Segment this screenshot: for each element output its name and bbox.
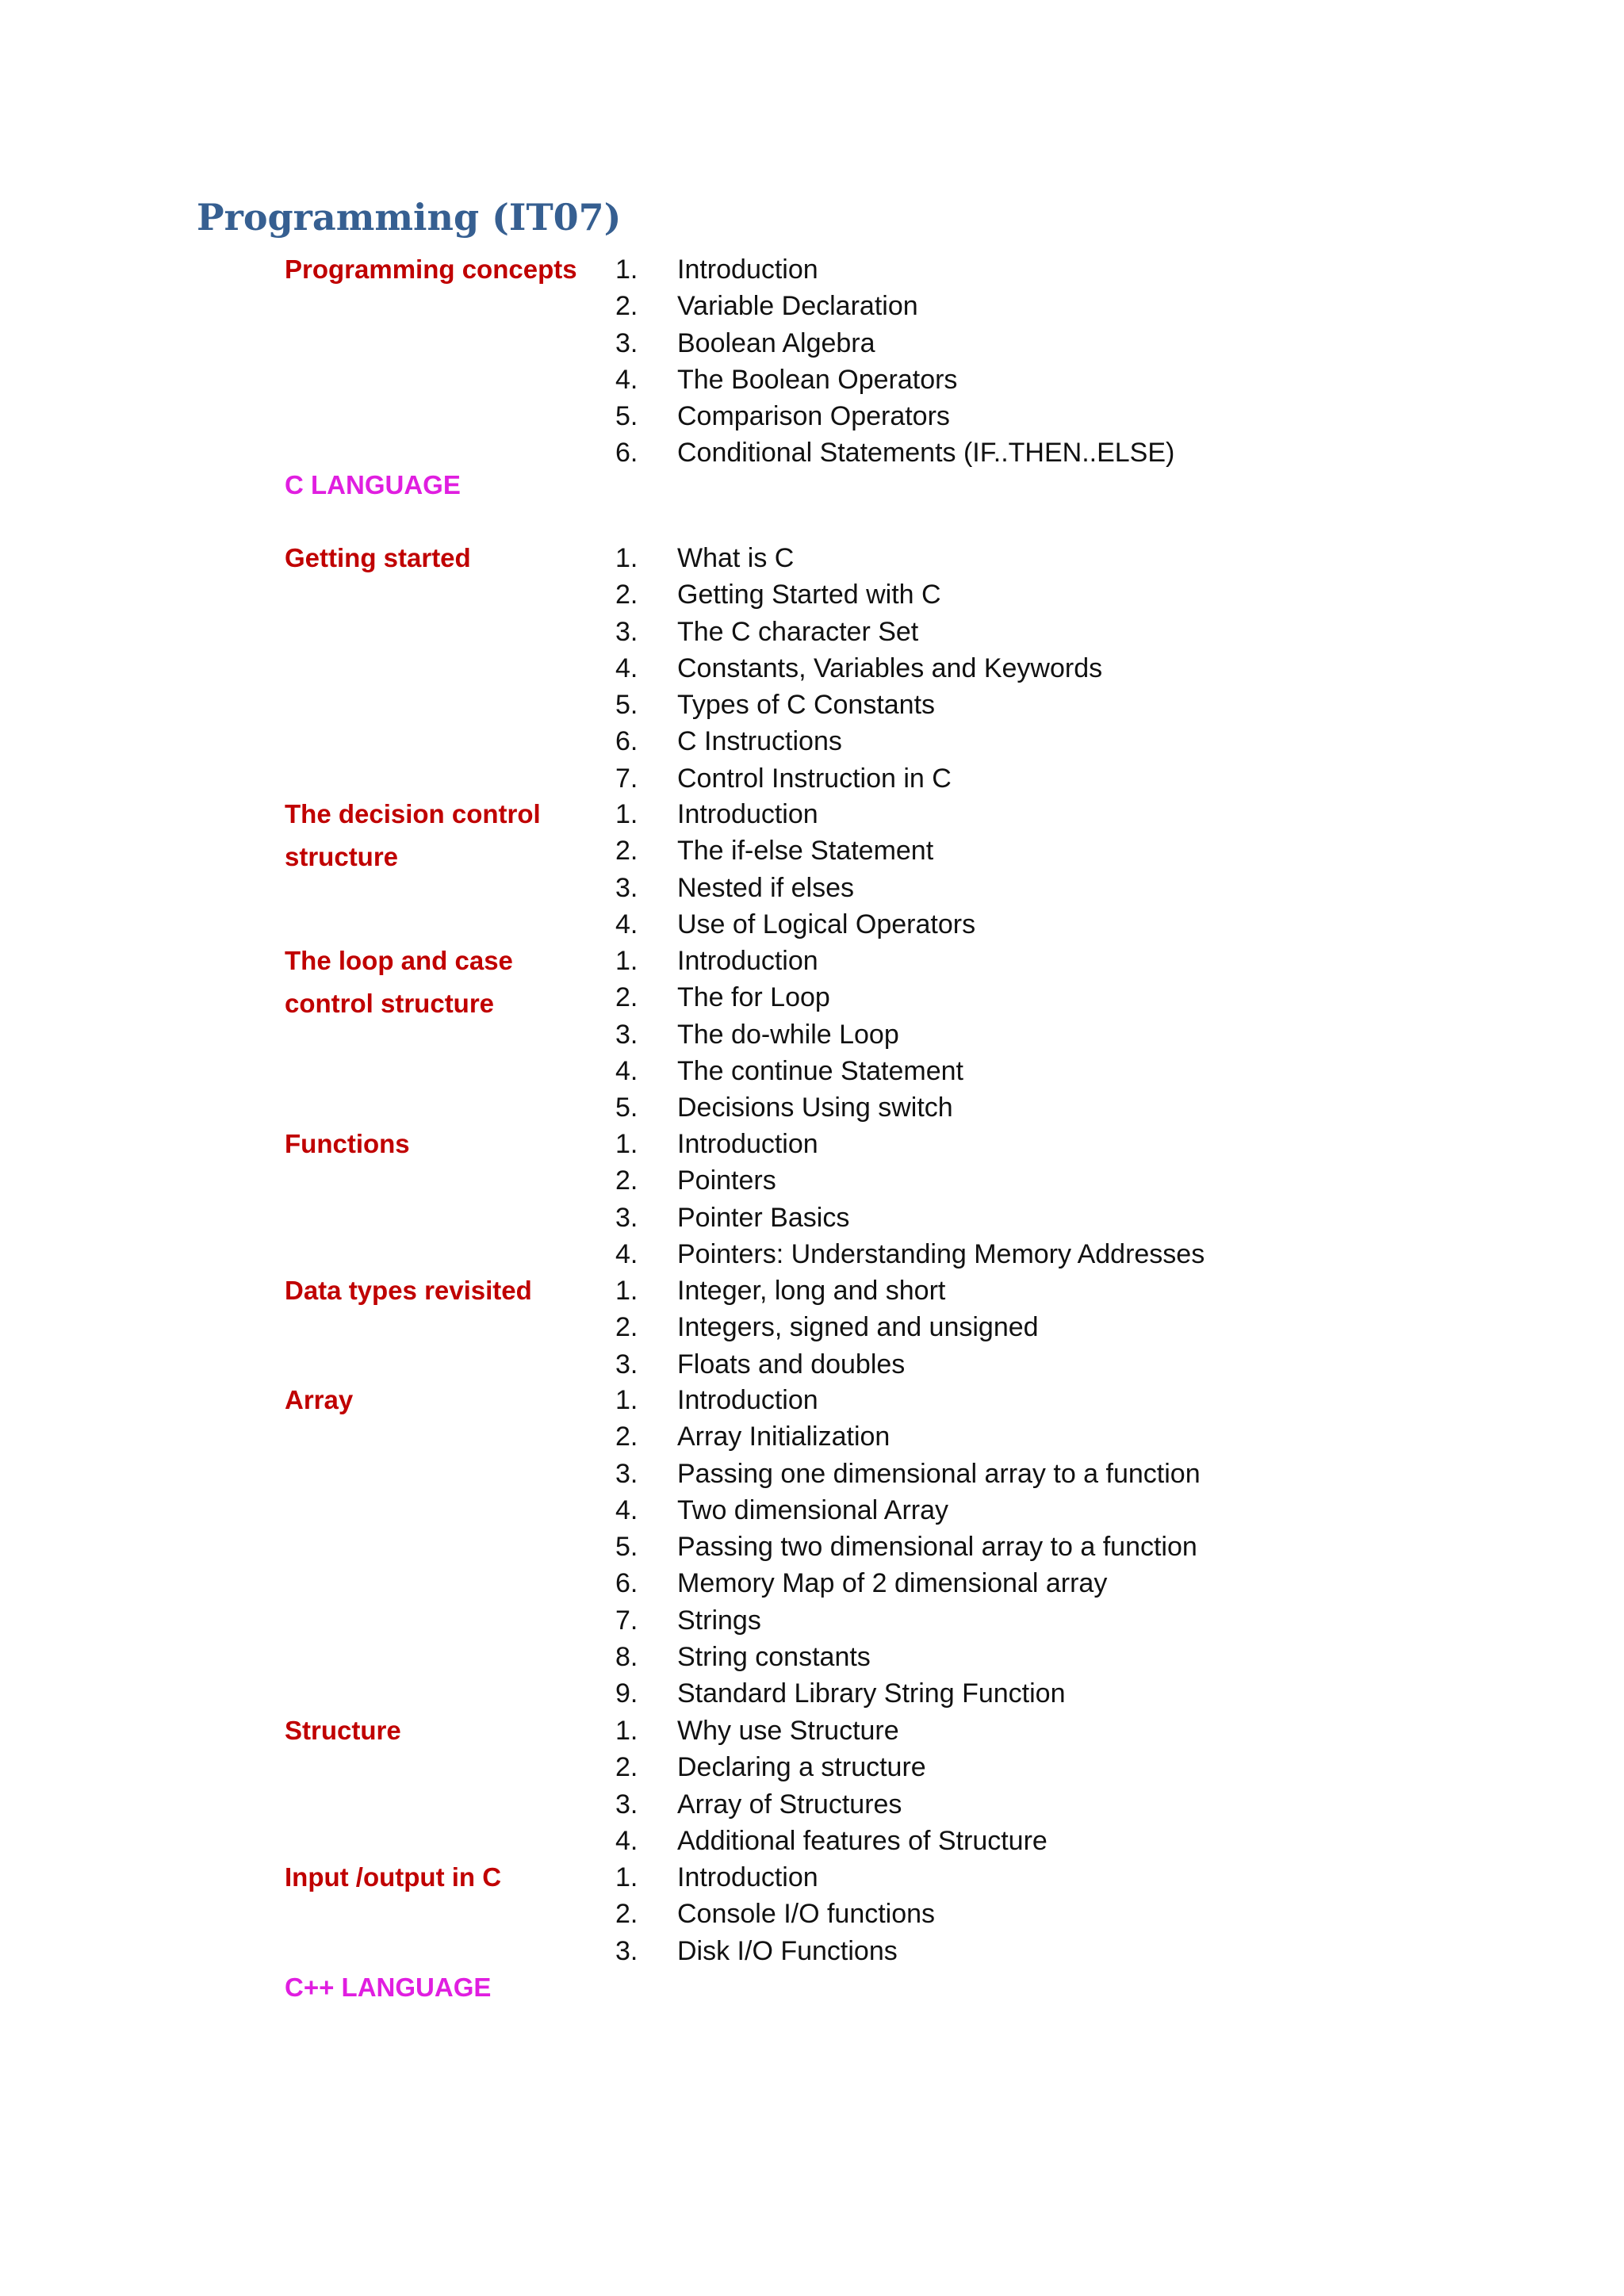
list-item-number: 1. bbox=[615, 543, 638, 573]
list-item bbox=[615, 1675, 1201, 1712]
list-item-text: The if-else Statement bbox=[677, 836, 934, 867]
list-item bbox=[615, 1639, 1201, 1675]
list-item-number: 2. bbox=[615, 1165, 638, 1196]
list-item-text: Constants, Variables and Keywords bbox=[677, 652, 1103, 683]
list-item bbox=[615, 1418, 1201, 1455]
list-item-text: Getting Started with C bbox=[677, 580, 941, 610]
list-item-number: 4. bbox=[615, 364, 638, 395]
list-item bbox=[615, 870, 975, 906]
list-item-text: Integer, long and short bbox=[677, 1276, 946, 1306]
list-item bbox=[615, 1529, 1201, 1565]
list-item-number: 5. bbox=[615, 1093, 638, 1123]
list-item-text: Pointers bbox=[677, 1165, 776, 1196]
list-item-text: Additional features of Structure bbox=[677, 1825, 1048, 1856]
list-item-text: The continue Statement bbox=[677, 1055, 964, 1086]
list-item-text: Disk I/O Functions bbox=[677, 1935, 898, 1966]
list-item bbox=[615, 1309, 1039, 1345]
list-item-number: 2. bbox=[615, 1899, 638, 1930]
list-item bbox=[615, 362, 1174, 398]
list-item-text: Passing two dimensional array to a function bbox=[677, 1532, 1197, 1563]
list-item bbox=[615, 1162, 1205, 1199]
topic-list-input-output-in-c bbox=[615, 1859, 935, 1969]
section-heading-the-loop-and-case-control-structure: The loop and case control structure bbox=[285, 946, 513, 1018]
list-item-number: 4. bbox=[615, 652, 638, 683]
list-item-number: 6. bbox=[615, 726, 638, 757]
list-item bbox=[615, 288, 1174, 324]
list-item-text: Boolean Algebra bbox=[677, 327, 875, 358]
list-item-number: 3. bbox=[615, 1935, 638, 1966]
section-heading-the-decision-control-structure: The decision control structure bbox=[285, 799, 541, 871]
list-item-number: 2. bbox=[615, 291, 638, 322]
list-item-number: 2. bbox=[615, 580, 638, 610]
list-item-text: Declaring a structure bbox=[677, 1752, 926, 1783]
list-item-number: 4. bbox=[615, 909, 638, 939]
section-heading-structure: Structure bbox=[285, 1716, 401, 1745]
list-item-text: Array Initialization bbox=[677, 1422, 891, 1452]
list-item-number: 3. bbox=[615, 1202, 638, 1233]
list-item bbox=[615, 1126, 1205, 1162]
list-item-text: Introduction bbox=[677, 1129, 818, 1159]
list-item-text: Standard Library String Function bbox=[677, 1678, 1066, 1709]
list-item-number: 1. bbox=[615, 1385, 638, 1415]
list-item bbox=[615, 1456, 1201, 1492]
list-item-text: Array of Structures bbox=[677, 1789, 902, 1820]
list-item-number: 1. bbox=[615, 254, 638, 285]
list-item bbox=[615, 540, 1102, 576]
list-item-text: Control Instruction in C bbox=[677, 763, 952, 794]
topic-list-the-loop-and-case-control-structure bbox=[615, 943, 963, 1126]
list-item-number: 2. bbox=[615, 1752, 638, 1783]
list-item-text: Pointer Basics bbox=[677, 1202, 850, 1233]
list-item bbox=[615, 1712, 1048, 1749]
list-item-number: 4. bbox=[615, 1825, 638, 1856]
list-item-number: 7. bbox=[615, 763, 638, 794]
list-item bbox=[615, 251, 1174, 288]
list-item bbox=[615, 434, 1174, 471]
topic-list-functions bbox=[615, 1126, 1205, 1272]
list-item-number: 4. bbox=[615, 1238, 638, 1269]
list-item-text: Strings bbox=[677, 1605, 761, 1636]
topic-list-getting-started bbox=[615, 540, 1102, 797]
list-item-text: Use of Logical Operators bbox=[677, 909, 976, 939]
list-item bbox=[615, 1200, 1205, 1236]
list-item-text: Variable Declaration bbox=[677, 291, 918, 322]
list-item bbox=[615, 760, 1102, 797]
list-item-text: The Boolean Operators bbox=[677, 364, 958, 395]
section-heading-getting-started: Getting started bbox=[285, 543, 471, 572]
list-item bbox=[615, 1053, 963, 1089]
list-item-number: 7. bbox=[615, 1605, 638, 1636]
section-heading-programming-concepts: Programming concepts bbox=[285, 254, 577, 284]
list-item-text: What is C bbox=[677, 543, 795, 573]
list-item-text: Introduction bbox=[677, 254, 818, 285]
list-item bbox=[615, 723, 1102, 760]
list-item bbox=[615, 832, 975, 869]
list-item bbox=[615, 1859, 935, 1896]
list-item bbox=[615, 1749, 1048, 1785]
list-item bbox=[615, 1016, 963, 1053]
list-item-text: The do-while Loop bbox=[677, 1019, 899, 1050]
list-item-number: 4. bbox=[615, 1494, 638, 1525]
page-title: Programming (IT07) bbox=[197, 196, 622, 239]
list-item-number: 3. bbox=[615, 327, 638, 358]
list-item bbox=[615, 576, 1102, 613]
list-item-text: Comparison Operators bbox=[677, 401, 950, 432]
list-item-number: 9. bbox=[615, 1678, 638, 1709]
list-item-number: 5. bbox=[615, 690, 638, 721]
list-item-text: Nested if elses bbox=[677, 872, 854, 903]
list-item bbox=[615, 943, 963, 979]
list-item-text: The for Loop bbox=[677, 982, 830, 1013]
list-item bbox=[615, 979, 963, 1016]
list-item bbox=[615, 796, 975, 832]
topic-list-the-decision-control-structure bbox=[615, 796, 975, 943]
list-item bbox=[615, 906, 975, 943]
list-item-text: Types of C Constants bbox=[677, 690, 936, 721]
list-item bbox=[615, 1382, 1201, 1418]
list-item-text: Conditional Statements (IF..THEN..ELSE) bbox=[677, 438, 1175, 469]
list-item bbox=[615, 650, 1102, 687]
list-item-number: 3. bbox=[615, 616, 638, 647]
list-item-text: Memory Map of 2 dimensional array bbox=[677, 1568, 1108, 1599]
list-item bbox=[615, 1602, 1201, 1639]
list-item-number: 2. bbox=[615, 1312, 638, 1343]
list-item bbox=[615, 687, 1102, 723]
list-item-number: 3. bbox=[615, 1349, 638, 1380]
list-item bbox=[615, 1492, 1201, 1529]
list-item bbox=[615, 1823, 1048, 1859]
topic-list-array bbox=[615, 1382, 1201, 1712]
list-item-number: 1. bbox=[615, 1716, 638, 1746]
list-item-number: 2. bbox=[615, 982, 638, 1013]
list-item-number: 8. bbox=[615, 1642, 638, 1673]
topic-list-data-types-revisited bbox=[615, 1272, 1039, 1383]
list-item bbox=[615, 1346, 1039, 1383]
section-heading-array: Array bbox=[285, 1385, 354, 1414]
list-item-text: The C character Set bbox=[677, 616, 919, 647]
list-item-text: Console I/O functions bbox=[677, 1899, 936, 1930]
list-item-number: 3. bbox=[615, 1458, 638, 1489]
list-item-number: 3. bbox=[615, 872, 638, 903]
list-item-text: Pointers: Understanding Memory Addresses bbox=[677, 1238, 1205, 1269]
list-item bbox=[615, 1565, 1201, 1601]
list-item-text: Decisions Using switch bbox=[677, 1093, 953, 1123]
list-item-text: Introduction bbox=[677, 799, 818, 829]
list-item-text: Introduction bbox=[677, 1385, 818, 1415]
list-item-number: 2. bbox=[615, 836, 638, 867]
list-item-text: Why use Structure bbox=[677, 1716, 899, 1746]
list-item-text: C Instructions bbox=[677, 726, 842, 757]
section-heading-c-language: C LANGUAGE bbox=[285, 470, 461, 499]
section-heading-functions: Functions bbox=[285, 1129, 410, 1158]
section-heading-c-language: C++ LANGUAGE bbox=[285, 1973, 492, 2002]
list-item-number: 5. bbox=[615, 1532, 638, 1563]
list-item-number: 6. bbox=[615, 438, 638, 469]
list-item-number: 1. bbox=[615, 1862, 638, 1892]
list-item-number: 6. bbox=[615, 1568, 638, 1599]
list-item-text: Integers, signed and unsigned bbox=[677, 1312, 1039, 1343]
list-item bbox=[615, 398, 1174, 434]
list-item-text: String constants bbox=[677, 1642, 871, 1673]
list-item-number: 1. bbox=[615, 799, 638, 829]
list-item bbox=[615, 1272, 1039, 1309]
list-item-text: Floats and doubles bbox=[677, 1349, 906, 1380]
list-item-text: Introduction bbox=[677, 946, 818, 976]
list-item bbox=[615, 325, 1174, 362]
list-item bbox=[615, 1896, 935, 1932]
list-item-text: Passing one dimensional array to a function bbox=[677, 1458, 1201, 1489]
list-item-number: 4. bbox=[615, 1055, 638, 1086]
list-item-number: 1. bbox=[615, 1129, 638, 1159]
list-item-number: 1. bbox=[615, 946, 638, 976]
topic-list-programming-concepts bbox=[615, 251, 1174, 472]
list-item bbox=[615, 614, 1102, 650]
list-item-number: 1. bbox=[615, 1276, 638, 1306]
topic-list-structure bbox=[615, 1712, 1048, 1859]
list-item-text: Introduction bbox=[677, 1862, 818, 1892]
list-item-number: 3. bbox=[615, 1789, 638, 1820]
list-item bbox=[615, 1236, 1205, 1272]
section-heading-data-types-revisited: Data types revisited bbox=[285, 1276, 532, 1305]
list-item bbox=[615, 1089, 963, 1126]
list-item-text: Two dimensional Array bbox=[677, 1494, 949, 1525]
list-item-number: 5. bbox=[615, 401, 638, 432]
list-item bbox=[615, 1933, 935, 1969]
list-item-number: 3. bbox=[615, 1019, 638, 1050]
section-heading-input-output-in-c: Input /output in C bbox=[285, 1862, 502, 1892]
list-item bbox=[615, 1786, 1048, 1823]
list-item-number: 2. bbox=[615, 1422, 638, 1452]
